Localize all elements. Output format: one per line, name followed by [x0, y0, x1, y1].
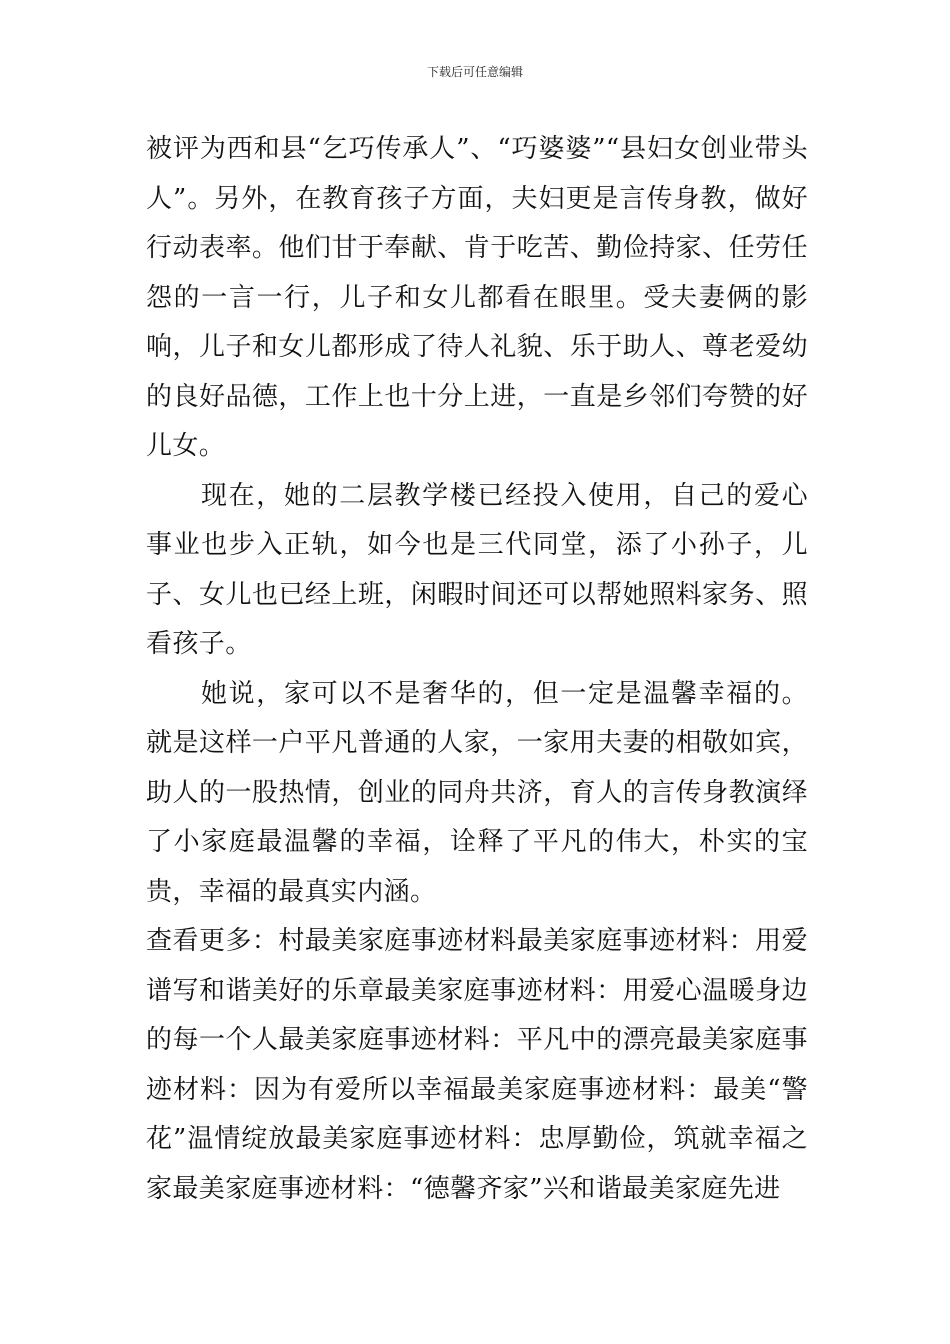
paragraph-present: 现在，她的二层教学楼已经投入使用，自己的爱心事业也步入正轨，如今也是三代同堂，添了小孙子，儿子、女儿也已经上班，闲暇时间还可以帮她照料家务、照看孩子。: [146, 480, 808, 659]
paragraph-quote: 她说，家可以不是奢华的，但一定是温馨幸福的。就是这样一户平凡普通的人家，一家用夫妻的相敬如宾，助人的一股热情，创业的同舟共济，育人的言传身教演绎了小家庭最温馨的幸福，诠释了平凡的伟大，朴实的宝贵，幸福的最真实内涵。: [146, 678, 808, 907]
document-body: [146, 125, 808, 1214]
page-header: 下载后可任意编辑: [426, 65, 523, 79]
paragraph-see-more: 查看更多：村最美家庭事迹材料最美家庭事迹材料：用爱谱写和谐美好的乐章最美家庭事迹材料：用爱心温暖身边的每一个人最美家庭事迹材料：平凡中的漂亮最美家庭事迹材料：因为有爱所以幸福最美家庭事迹材料：最美“警花”温情绽放最美家庭事迹材料：忠厚勤俭，筑就幸福之家最美家庭事迹材料：“德馨齐家”兴和谐最美家庭先进: [146, 926, 808, 1204]
paragraph-continued: 被评为西和县“乞巧传承人”、“巧婆婆”“县妇女创业带头人”。另外，在教育孩子方面，夫妇更是言传身教，做好行动表率。他们甘于奉献、肯于吃苦、勤俭持家、任劳任怨的一言一行，儿子和女儿都看在眼里。受夫妻俩的影响，儿子和女儿都形成了待人礼貌、乐于助人、尊老爱幼的良好品德，工作上也十分上进，一直是乡邻们夸赞的好儿女。: [146, 134, 808, 461]
